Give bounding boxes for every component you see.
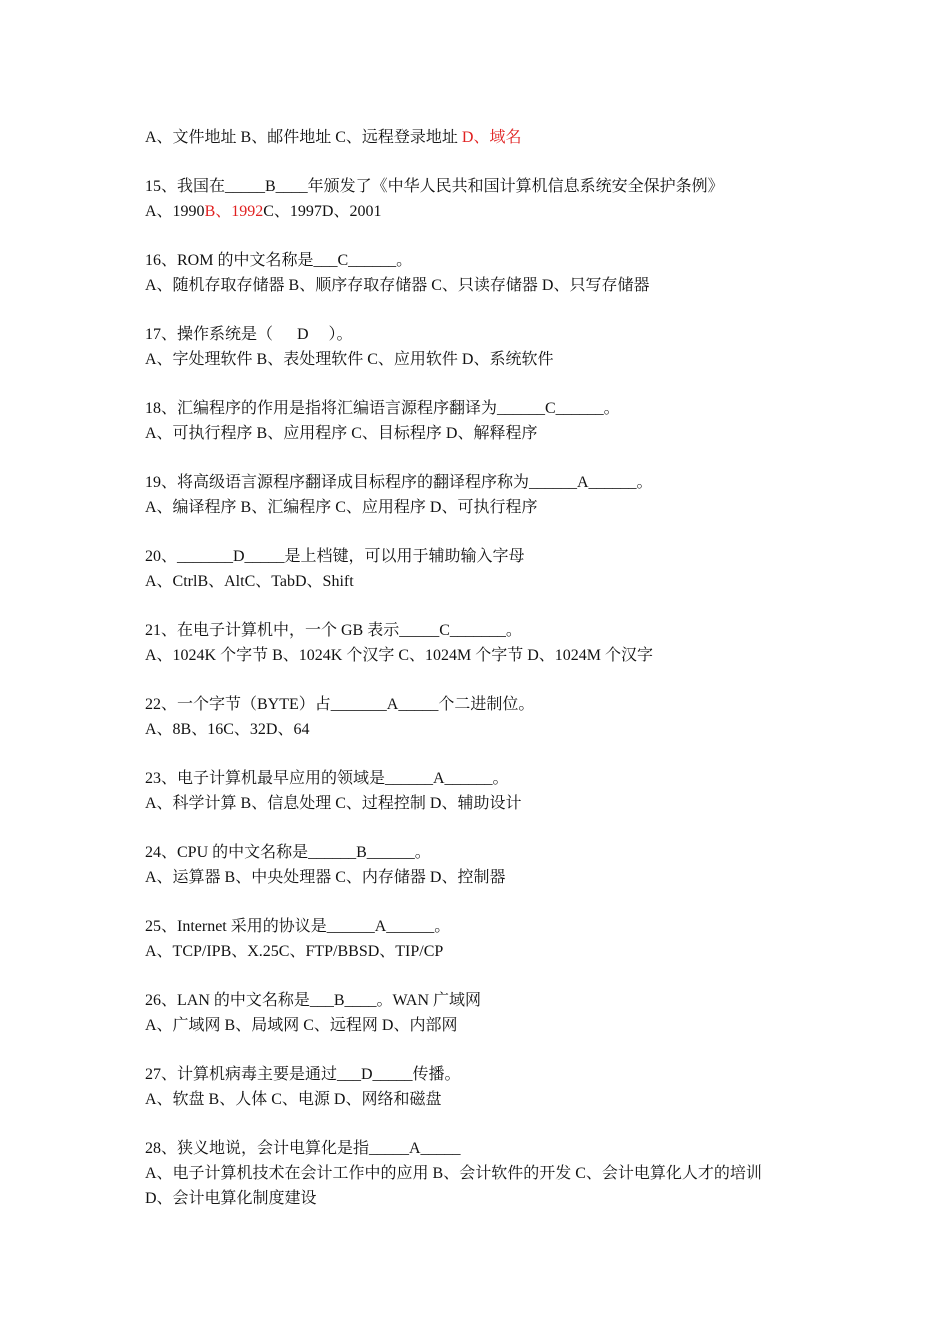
q17-options: A、字处理软件 B、表处理软件 C、应用软件 D、系统软件 [145, 351, 554, 368]
q25-question: 25、Internet 采用的协议是______A______。 [145, 918, 451, 935]
q22-question: 22、一个字节（BYTE）占_______A_____个二进制位。 [145, 696, 535, 713]
q20-question: 20、_______D_____是上档键，可以用于辅助输入字母 [145, 548, 525, 565]
q28-question: 28、狭义地说，会计电算化是指_____A_____ [145, 1140, 461, 1157]
q25-options: A、TCP/IPB、X.25C、FTP/BBSD、TIP/CP [145, 943, 444, 960]
q21-options: A、1024K 个字节 B、1024K 个汉字 C、1024M 个字节 D、1024M 个汉字 [145, 647, 654, 664]
q16-options: A、随机存取存储器 B、顺序存取存储器 C、只读存储器 D、只写存储器 [145, 277, 650, 294]
q23-question: 23、电子计算机最早应用的领域是______A______。 [145, 770, 509, 787]
q28-options-line1: A、电子计算机技术在会计工作中的应用 B、会计软件的开发 C、会计电算化人才的培训 [145, 1165, 762, 1182]
q15-options-text: A、1990 [145, 203, 205, 220]
q22-options: A、8B、16C、32D、64 [145, 721, 310, 738]
q20-options: A、CtrlB、AltC、TabD、Shift [145, 573, 354, 590]
q24-options: A、运算器 B、中央处理器 C、内存储器 D、控制器 [145, 869, 506, 886]
q23-options: A、科学计算 B、信息处理 C、过程控制 D、辅助设计 [145, 795, 522, 812]
q27-options: A、软盘 B、人体 C、电源 D、网络和磁盘 [145, 1091, 442, 1108]
q28-options-line2: D、会计电算化制度建设 [145, 1190, 317, 1207]
q15-question: 15、我国在_____B____年颁发了《中华人民共和国计算机信息系统安全保护条例》 [145, 178, 724, 195]
q15-options-rest: C、1997D、2001 [263, 203, 382, 220]
q26-options: A、广域网 B、局域网 C、远程网 D、内部网 [145, 1017, 458, 1034]
q14-options-text: A、文件地址 B、邮件地址 C、远程登录地址 [145, 129, 462, 146]
q19-question: 19、将高级语言源程序翻译成目标程序的翻译程序称为______A______。 [145, 474, 653, 491]
q24-question: 24、CPU 的中文名称是______B______。 [145, 844, 431, 861]
question-list [145, 125, 835, 1211]
q18-options: A、可执行程序 B、应用程序 C、目标程序 D、解释程序 [145, 425, 538, 442]
q14-options [145, 125, 835, 150]
q14-answer-highlight: D、域名 [461, 129, 522, 146]
q15-answer-highlight: B、1992 [204, 203, 264, 220]
q18-question: 18、汇编程序的作用是指将汇编语言源程序翻译为______C______。 [145, 400, 620, 417]
q15-options [145, 199, 835, 224]
q19-options: A、编译程序 B、汇编程序 C、应用程序 D、可执行程序 [145, 499, 538, 516]
q21-question: 21、在电子计算机中，一个 GB 表示_____C_______。 [145, 622, 522, 639]
q27-question: 27、计算机病毒主要是通过___D_____传播。 [145, 1066, 461, 1083]
q26-question: 26、LAN 的中文名称是___B____。WAN 广域网 [145, 992, 481, 1009]
q17-question: 17、操作系统是（ D ）。 [145, 326, 353, 343]
q16-question: 16、ROM 的中文名称是___C______。 [145, 252, 413, 269]
